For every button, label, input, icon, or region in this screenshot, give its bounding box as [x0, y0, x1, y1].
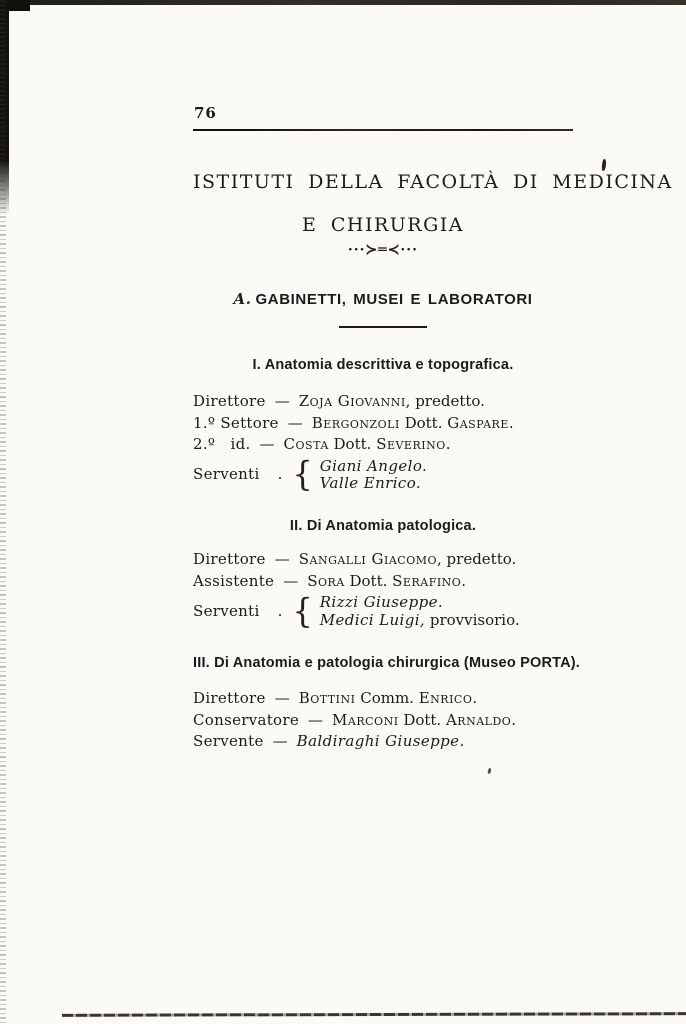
page-number: 76: [194, 104, 217, 122]
section-a-letter: A.: [233, 290, 252, 308]
page-title-line-1: ISTITUTI DELLA FACOLTÀ DI MEDICINA: [193, 171, 673, 193]
role-label: Assistente: [193, 571, 275, 590]
person-name: [312, 414, 514, 432]
dash-separator: —: [287, 413, 303, 432]
name-segment: Valle Enrico.: [319, 474, 422, 492]
dash-separator: —: [308, 710, 324, 729]
roster-row: [193, 571, 573, 593]
ink-speck: [601, 159, 607, 171]
role-label: Conservatore: [193, 710, 300, 729]
name-segment: , predetto.: [437, 550, 517, 568]
roster-line: [320, 458, 427, 476]
subsection-heading: I. Anatomia descrittiva e topografica.: [252, 357, 514, 373]
section-a-heading: [193, 290, 573, 308]
person-name: [332, 711, 517, 729]
subsection: [193, 357, 573, 493]
tailpiece-ornament-icon: ···≻═≺···: [347, 242, 419, 258]
person-name: [284, 435, 451, 453]
dash-separator: —: [274, 689, 290, 707]
name-segment: Rizzi Giuseppe.: [319, 593, 444, 611]
role-label: Serventi: [193, 465, 260, 484]
page-title-line-2: E CHIRURGIA: [301, 214, 465, 236]
name-segment: Arnaldo.: [445, 710, 517, 729]
name-segment: Gaspare.: [447, 413, 515, 432]
scan-edge-bottom: [62, 1012, 686, 1017]
separator-dot: .: [277, 601, 283, 620]
name-segment: , predetto.: [405, 392, 485, 410]
roster: [193, 391, 573, 493]
name-segment: Baldiraghi Giuseppe.: [296, 732, 465, 750]
role-label: Servente: [193, 732, 264, 750]
roster-row: [193, 454, 573, 495]
person-name: [299, 689, 478, 707]
subsection: [193, 655, 581, 753]
subsection: [193, 518, 573, 629]
role-label: 1.º Settore: [193, 413, 279, 432]
role-label: Direttore: [193, 550, 266, 568]
ink-speck: [487, 768, 492, 775]
roster-row: [193, 391, 573, 413]
person-name: [307, 572, 466, 590]
name-segment: Costa: [283, 435, 329, 453]
dash-separator: —: [283, 571, 299, 590]
person-name: [299, 392, 485, 410]
binding-strip-speckle: [0, 0, 6, 1024]
name-segment: Sangalli Giacomo: [298, 550, 438, 568]
section-a-label: GABINETTI, MUSEI E LABORATORI: [255, 291, 533, 308]
servant-lines: [320, 594, 520, 629]
roster-row: [193, 731, 573, 753]
role-label: Direttore: [193, 689, 266, 707]
dash-separator: —: [274, 550, 290, 568]
name-segment: Comm.: [355, 689, 419, 707]
name-segment: Bergonzoli: [311, 413, 400, 432]
roster-row: [193, 549, 573, 571]
name-segment: Dott.: [344, 571, 393, 590]
role-label: 2.º id.: [193, 435, 251, 453]
dash-separator: —: [274, 392, 290, 410]
dash-separator: —: [259, 435, 275, 453]
person-name: [299, 550, 517, 568]
roster-row: [193, 434, 573, 456]
roster-line: [320, 475, 427, 493]
role-label: Direttore: [193, 392, 266, 410]
name-segment: Enrico.: [418, 689, 478, 707]
scan-edge-top: [0, 0, 686, 5]
roster-row: [193, 590, 573, 631]
subsection-heading: II. Di Anatomia patologica.: [289, 518, 477, 534]
roster-line: [320, 594, 520, 612]
servant-lines: [320, 458, 427, 493]
name-segment: Zoja Giovanni: [298, 392, 406, 410]
name-segment: Dott.: [399, 413, 448, 432]
subsection-heading: III. Di Anatomia e patologia chirurgica (Museo PORTA).: [193, 655, 581, 671]
name-segment: Medici Luigi,: [319, 610, 426, 629]
header-rule: [193, 129, 573, 131]
name-segment: Serafino.: [392, 571, 467, 590]
name-segment: Giani Angelo.: [319, 456, 428, 475]
roster-row: [193, 413, 573, 435]
person-name: [297, 732, 465, 750]
dash-separator: —: [272, 732, 288, 750]
roster: [193, 549, 573, 629]
name-segment: Bottini: [298, 689, 356, 707]
brace-icon: {: [292, 590, 313, 631]
brace-icon: {: [292, 454, 313, 495]
section-divider-rule: [339, 326, 427, 328]
roster: [193, 688, 573, 753]
separator-dot: .: [277, 465, 283, 484]
name-segment: Severino.: [376, 435, 452, 453]
name-segment: Dott.: [328, 435, 377, 453]
role-label: Serventi: [193, 601, 260, 620]
name-segment: Dott.: [398, 710, 446, 729]
name-segment: Marconi: [332, 710, 399, 729]
name-segment: Sora: [307, 571, 345, 590]
roster-row: [193, 688, 573, 710]
roster-row: [193, 710, 573, 732]
roster-line: [320, 612, 520, 630]
name-segment: provvisorio.: [425, 610, 520, 629]
